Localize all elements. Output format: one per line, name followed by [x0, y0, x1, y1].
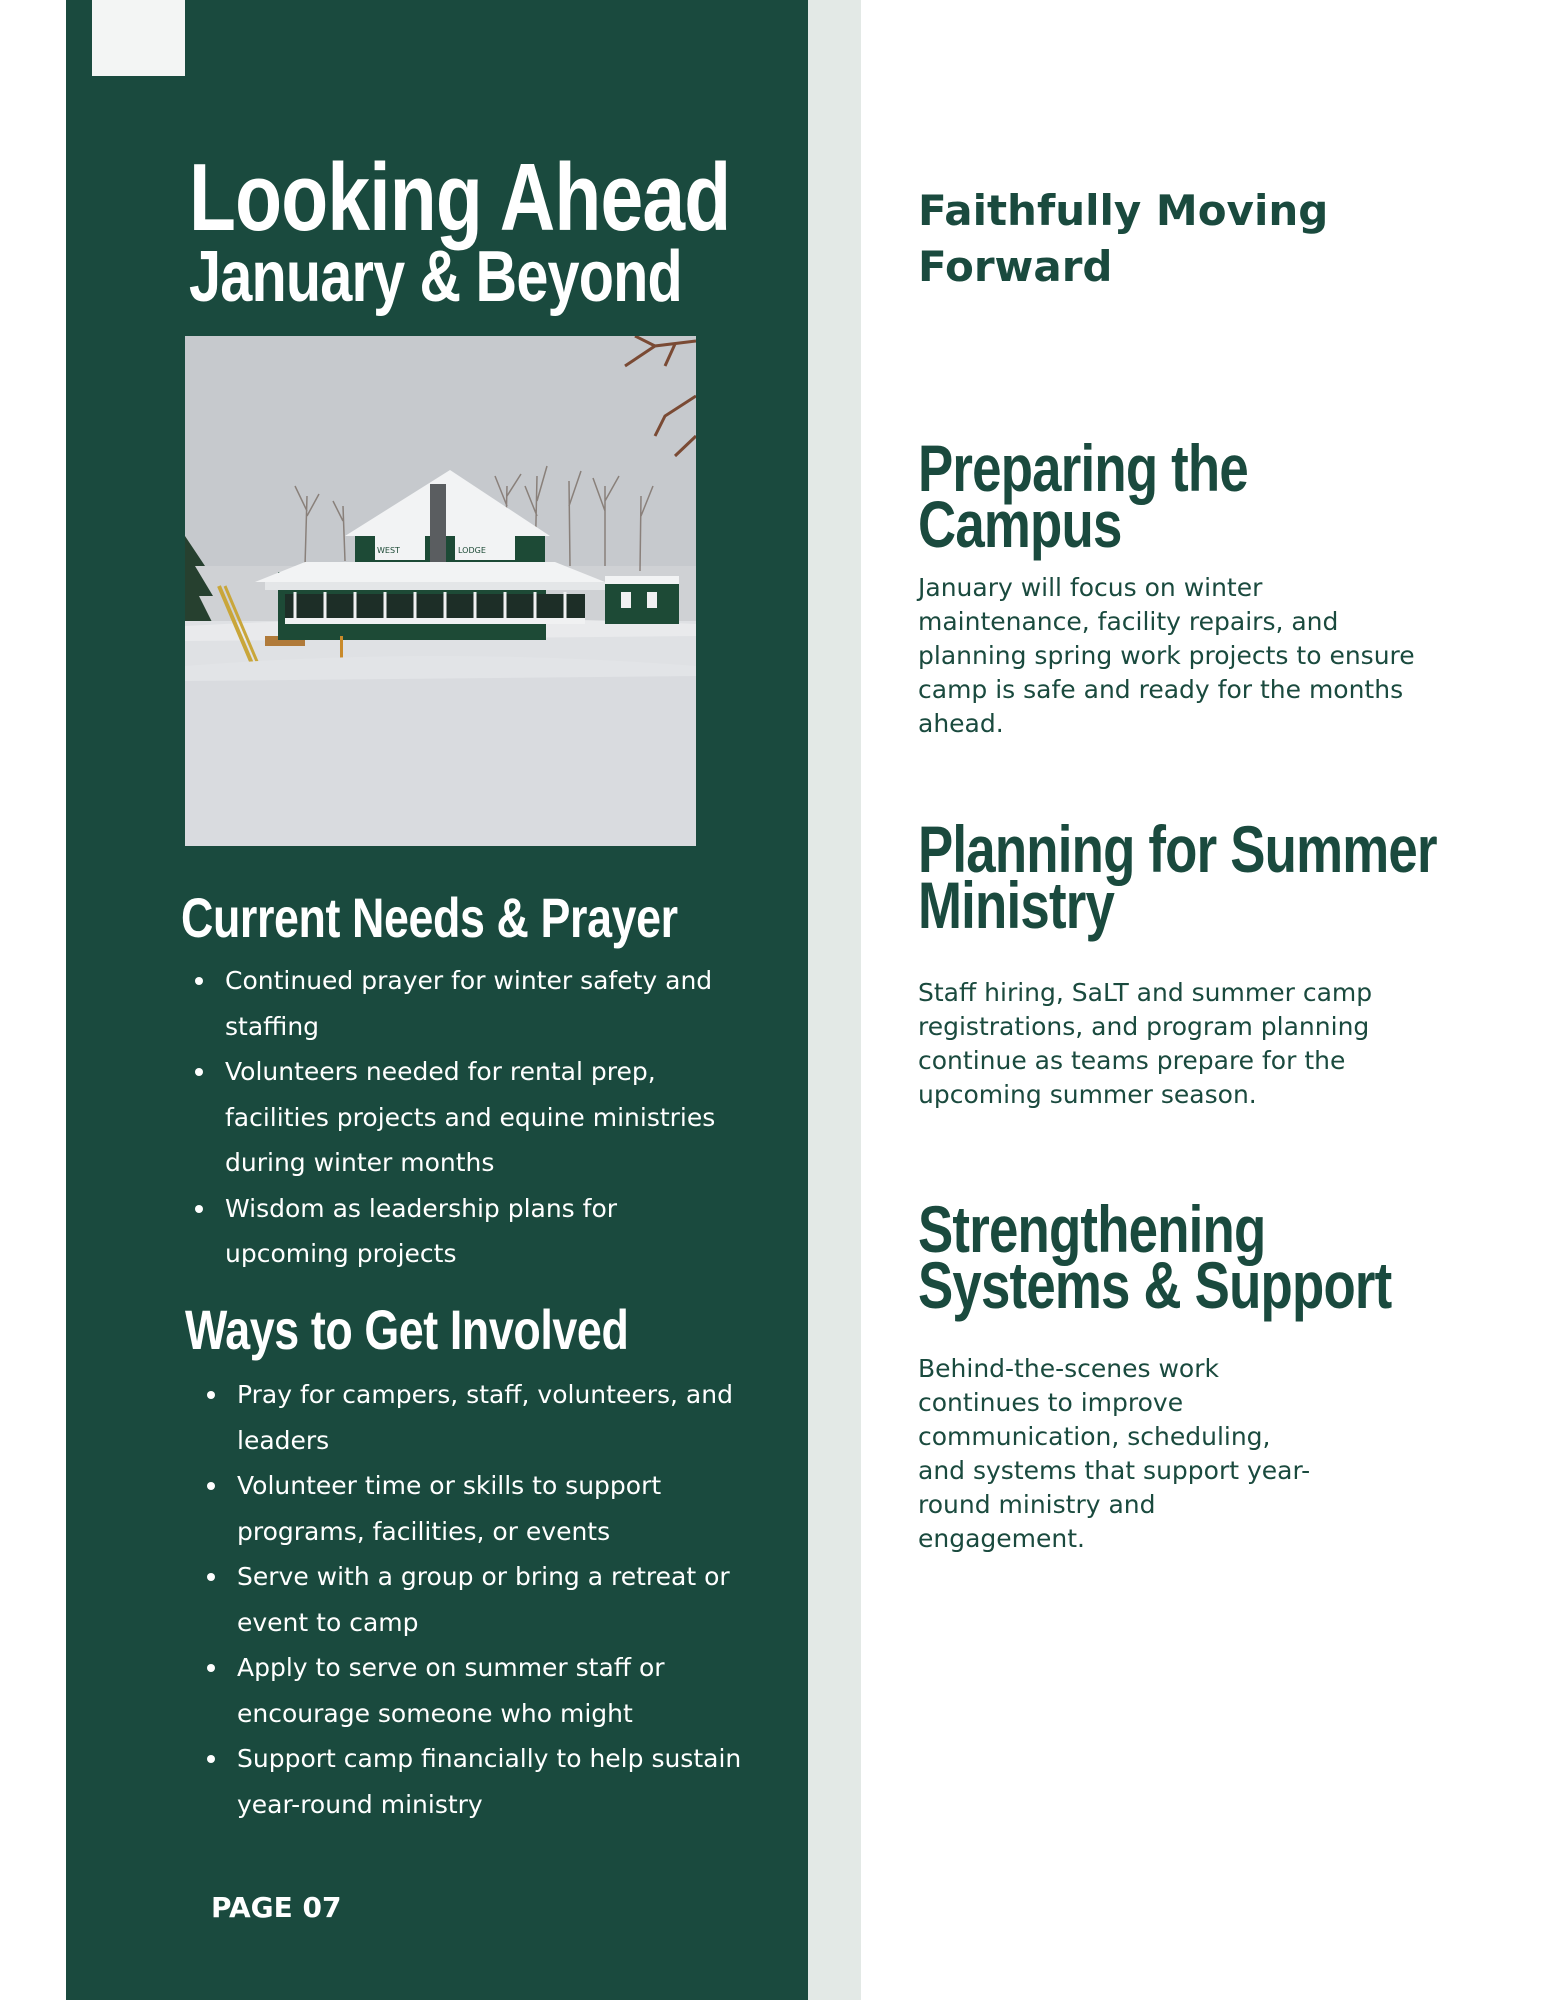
list-item: Wisdom as leadership plans for upcoming projects [181, 1186, 741, 1277]
lodge-photo [185, 336, 696, 846]
list-item: Support camp financially to help sustain year-round ministry [193, 1736, 753, 1827]
right-title: Faithfully Moving Forward [918, 186, 1329, 291]
heading-line: Ministry [918, 868, 1115, 942]
list-item: Apply to serve on summer staff or encourage someone who might [193, 1645, 753, 1736]
current-needs-heading: Current Needs & Prayer [181, 886, 678, 949]
corner-square [92, 0, 185, 76]
get-involved-heading: Ways to Get Involved [185, 1298, 629, 1361]
heading-line: Systems & Support [918, 1248, 1392, 1322]
sign-west: WEST [377, 546, 400, 555]
planning-summer-body: Staff hiring, SaLT and summer camp registrations, and program planning continue as teams prepare for the upcoming summer season. [918, 978, 1373, 1109]
heading-line: Strengthening [918, 1192, 1266, 1266]
page-title: Looking Ahead [189, 144, 731, 251]
list-item: Continued prayer for winter safety and staffing [181, 958, 741, 1049]
list-item: Volunteers needed for rental prep, facilities projects and equine ministries during winter months [181, 1049, 741, 1186]
current-needs-list [181, 958, 741, 1277]
strengthening-systems-body: Behind-the-scenes work continues to improve communication, scheduling, and systems that support year-round ministry and engagement. [918, 1354, 1311, 1553]
strengthening-systems-heading [918, 1192, 1392, 1322]
preparing-campus-heading [918, 431, 1366, 561]
preparing-campus-body: January will focus on winter maintenance, facility repairs, and planning spring work projects to ensure camp is safe and ready for the months ahead. [918, 573, 1415, 738]
list-item: Volunteer time or skills to support programs, facilities, or events [193, 1463, 753, 1554]
heading-line: Planning for Summer [918, 812, 1437, 886]
page-number: PAGE 07 [211, 1891, 342, 1924]
heading-line: Campus [918, 487, 1122, 561]
list-item: Pray for campers, staff, volunteers, and leaders [193, 1372, 753, 1463]
heading-line: Preparing the [918, 431, 1248, 505]
page-subtitle: January & Beyond [189, 237, 682, 317]
list-item: Serve with a group or bring a retreat or event to camp [193, 1554, 753, 1645]
planning-summer-heading [918, 812, 1437, 942]
sign-lodge: LODGE [458, 546, 486, 555]
get-involved-list [193, 1372, 753, 1827]
divider-strip [808, 0, 861, 2000]
